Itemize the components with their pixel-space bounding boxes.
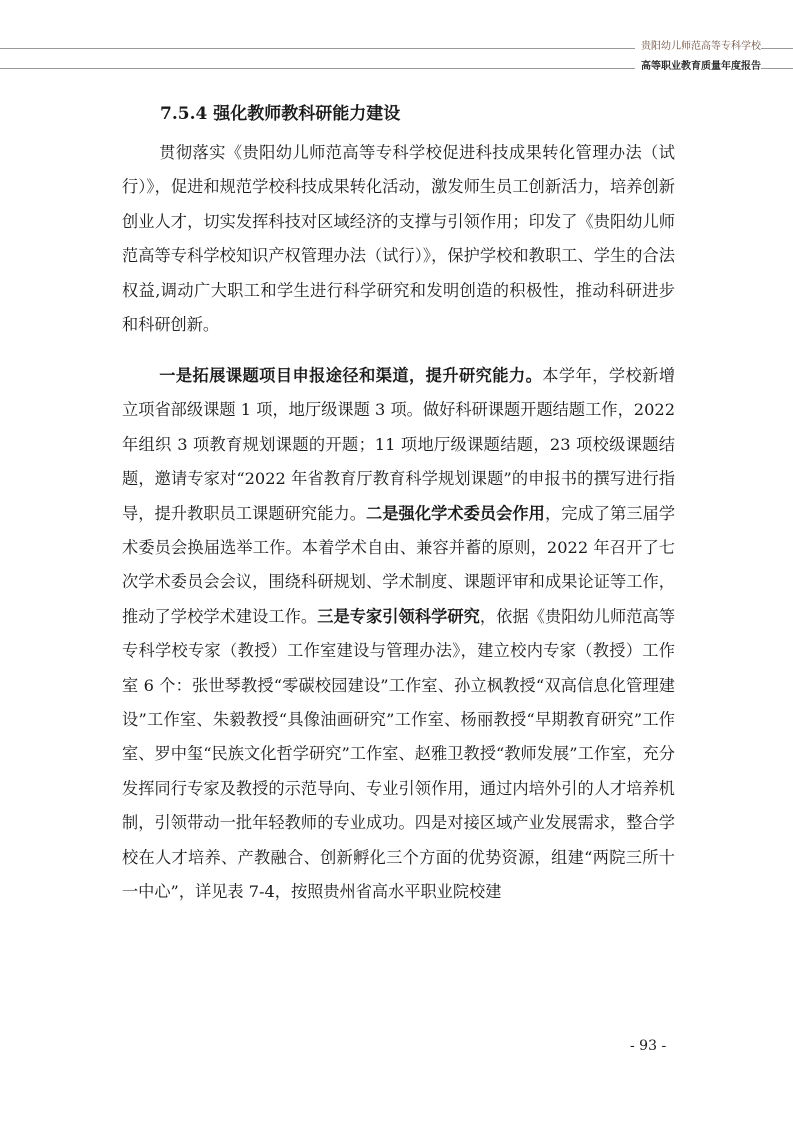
body-topic-3: ，依据《贵阳幼儿师范高等专科学校专家（教授）工作室建设与管理办法》，建立校内专家（教授）工作室 6 个：张世琴教授“零碳校园建设”工作室、孙立枫教授“双高信息化管理建设”工作室、朱毅教授“具像油画研究”工作室、杨丽教授“早期教育研究”工作室、罗中玺“民族文化哲学研究”工作室、赵雅卫教授“教师发展”工作室，充分发挥同行专家及教授的示范导向、专业引领作用，通过内培外引的人才培养机制，引领带动一批年轻教师的专业成功。四是对接区域产业发展需求，整合学校在人才培养、产教融合、创新孵化三个方面的优势资源，组建“两院三所十一中心”，详见表 7-4，按照贵州省高水平职业院校建 [122, 606, 676, 902]
paragraph-research-measures [122, 359, 675, 910]
header-school-name: 贵阳幼儿师范高等专科学校 [635, 41, 761, 53]
header-report-title: 高等职业教育质量年度报告 [635, 61, 761, 73]
lead-topic-2: 二是强化学术委员会作用 [366, 503, 545, 523]
lead-topic-1: 一是拓展课题项目申报途径和渠道，提升研究能力。 [159, 366, 543, 385]
page-number: - 93 - [630, 1038, 667, 1054]
paragraph-policy: 贯彻落实《贵阳幼儿师范高等专科学校促进科技成果转化管理办法（试行）》，促进和规范学校科技成果转化活动，激发师生员工创新活力，培养创新创业人才，切实发挥科技对区域经济的支撑与引领作用；印发了《贵阳幼儿师范高等专科学校知识产权管理办法（试行）》，保护学校和教职工、学生的合法权益,调动广大职工和学生进行科学研究和发明创造的积极性，推动科研进步和科研创新。 [122, 143, 675, 335]
body-topic-2: ，完成了第三届学术委员会换届选举工作。本着学术自由、兼容并蓄的原则，2022 年召开了七次学术委员会会议，围绕科研规划、学术制度、课题评审和成果论证等工作，推动了学校学术建设工作。 [122, 503, 676, 626]
body-topic-1: 本学年，学校新增立项省部级课题 1 项，地厅级课题 3 项。做好科研课题开题结题工作，2022 年组织 3 项教育规划课题的开题；11 项地厅级课题结题，23 项校级课题结题，邀请专家对“2022 年省教育厅教育科学规划课题”的申报书的撰写进行指导，提升教职员工课题研究能力。 [122, 366, 676, 523]
section-title: 7.5.4 强化教师教科研能力建设 [160, 104, 401, 124]
lead-topic-3: 三是专家引领科学研究 [317, 606, 480, 626]
